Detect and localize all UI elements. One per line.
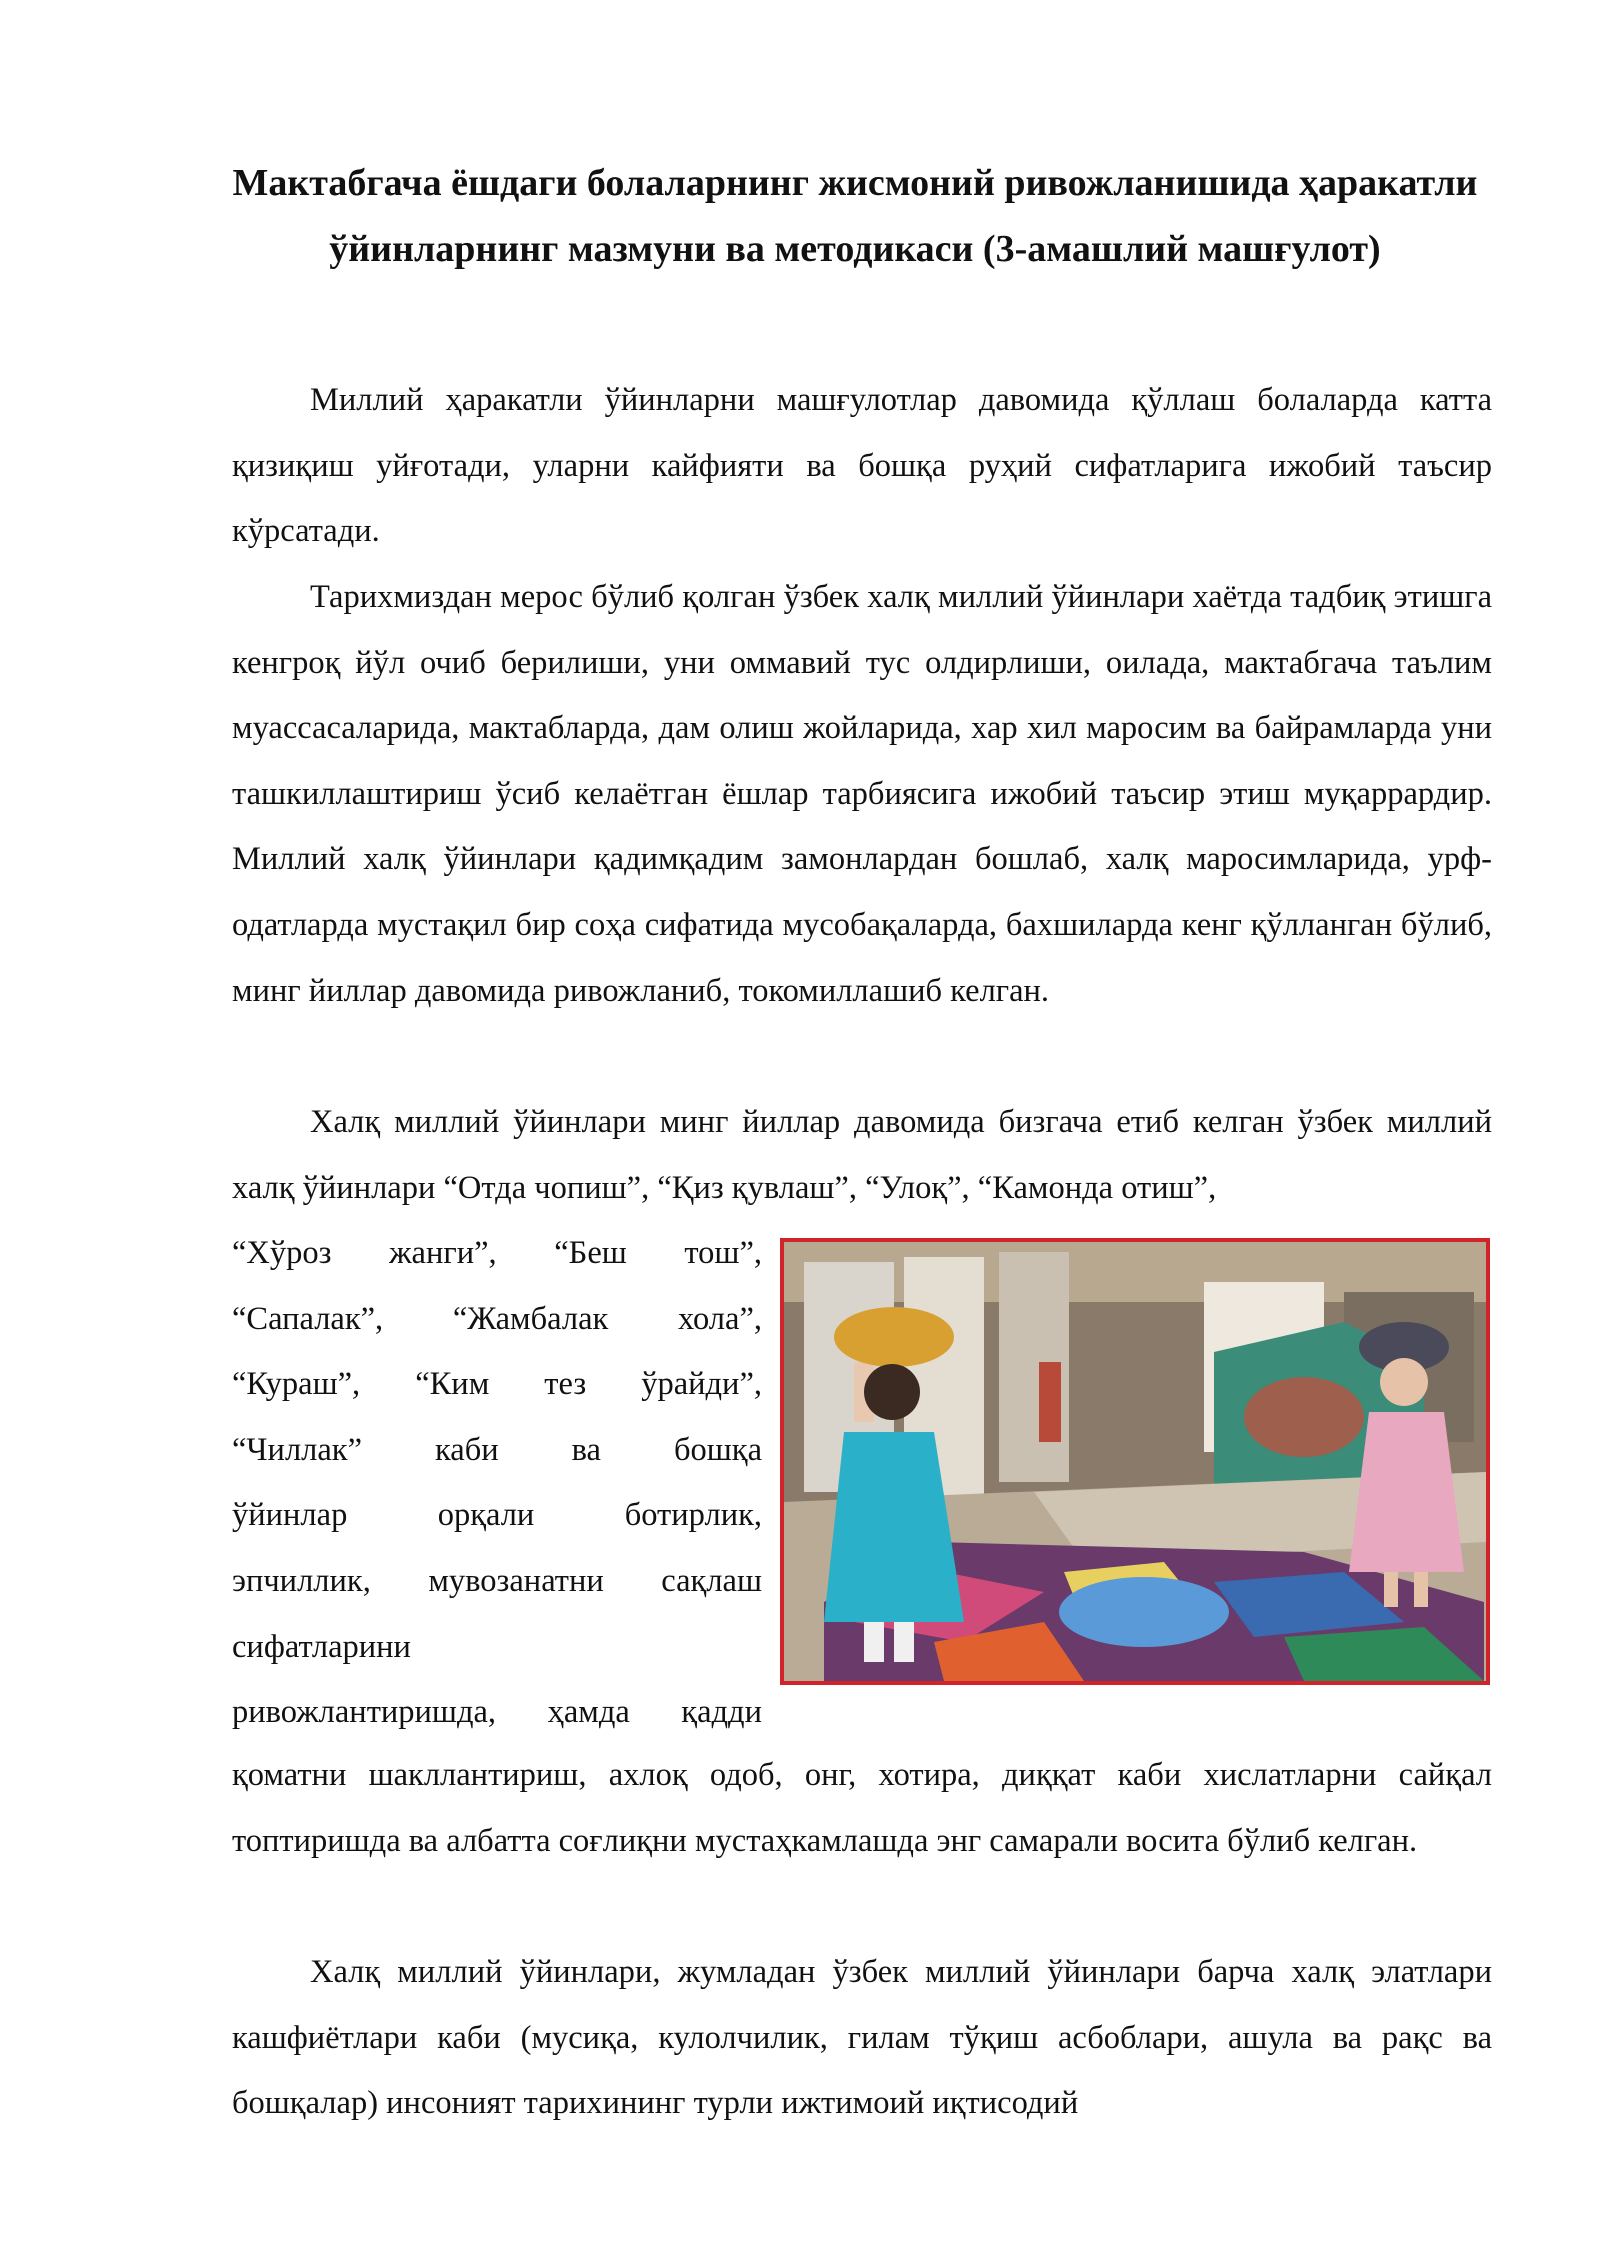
wrapped-line: ўйинлар орқали ботирлик, [232,1497,762,1534]
children-playing-photo [780,1238,1490,1685]
wrapped-line: ривожлантиришда, ҳамда қадди [232,1694,762,1731]
wrapped-line: “Сапалак”, “Жамбалак хола”, [232,1300,762,1337]
wrapped-line: “Чиллак” каби ва бошқа [232,1431,762,1468]
wrapped-line: “Кураш”, “Ким тез ўрайди”, [232,1366,762,1403]
paragraph-4: Халқ миллий ўйинлари, жумладан ўзбек миллий ўйинлари барча халқ элатлари кашфиётлари каби (мусиқа, кулолчилик, гилам тўқиш асбоблари, ашула ва рақс ва бошқалар) инсоният тарихининг турли ижтимоий иқтисодий [232,1954,1492,2122]
document-title: Мактабгача ёшдаги болаларнинг жисмоний ривожланишида ҳаракатли ўйинларнинг мазмуни ва методикаси (3-амашлий машғулот) [232,162,1478,270]
wrapped-line: сифатларини [232,1628,411,1665]
paragraph-2: Тарихмиздан мерос бўлиб қолган ўзбек халқ миллий ўйинлари хаётда тадбиқ этишга кенгроқ йўл очиб берилиши, уни оммавий тус олдирлиши, оилада, мактабгача таълим муассасаларида, мактабларда, дам олиш жойларида, хар хил маросим ва байрамларда уни ташкиллаштириш ўсиб келаётган ёшлар тарбиясига ижобий таъсир этиш муқаррардир. Миллий халқ ўйинлари қадимқадим замонлардан бошлаб, халқ маросимларида, урф-одатларда мустақил бир соҳа сифатида мусобақаларда, бахшиларда кенг қўлланган бўлиб, минг йиллар давомида ривожланиб, токомиллашиб келган. [232,579,1492,1009]
photo-illustration [784,1242,1486,1681]
wrapped-line: эпчиллик, мувозанатни сақлаш [232,1562,762,1599]
paragraph-1: Миллий ҳаракатли ўйинларни машғулотлар давомида қўллаш болаларда катта қизиқиш уйғотади, уларни кайфияти ва бошқа руҳий сифатларига ижобий таъсир кўрсатади. [232,382,1492,550]
wrapped-text-block [232,1221,762,1746]
paragraph-3: Халқ миллий ўйинлари минг йиллар давомида бизгача етиб келган ўзбек миллий халқ ўйинлари “Отда чопиш”, “Қиз қувлаш”, “Улоқ”, “Камонда отиш”, [232,1104,1492,1206]
wrapped-line: “Хўроз жанги”, “Беш тош”, [232,1235,762,1271]
paragraph-3-continued: қоматни шакллантириш, ахлоқ одоб, онг, хотира, диққат каби хислатларни сайқал топтиришда ва албатта соғлиқни мустаҳкамлашда энг самарали восита бўлиб келган. [232,1757,1492,1859]
